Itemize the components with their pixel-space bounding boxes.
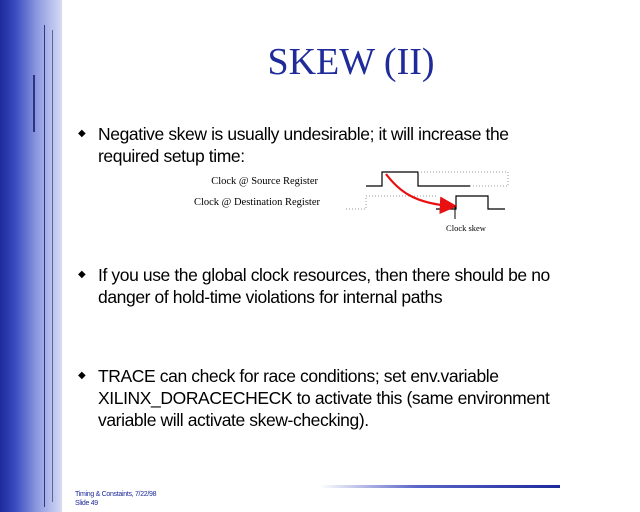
destination-clock-waveform xyxy=(436,196,505,209)
diamond-bullet-icon: ◆ xyxy=(78,269,86,280)
source-clock-dotted xyxy=(418,172,508,186)
bullet-item xyxy=(78,264,568,308)
footer-course-label: Timing & Constaints, 7/22/98 xyxy=(75,491,157,498)
source-clock-label: Clock @ Source Register xyxy=(211,176,318,187)
slide-title: SKEW (II) xyxy=(267,41,435,83)
sidebar-line xyxy=(44,25,45,507)
bullet-text: If you use the global clock resources, then there should be no danger of hold-time violations for internal paths xyxy=(98,265,550,307)
destination-clock-dotted xyxy=(346,196,436,209)
bullet-text: TRACE can check for race conditions; set env.variable XILINX_DORACECHECK to activate this (same environment variable will activate skew-checking). xyxy=(98,366,550,430)
destination-clock-label: Clock @ Destination Register xyxy=(193,197,320,208)
footer-slide-number: Slide 49 xyxy=(75,500,98,507)
bullet-item xyxy=(78,123,568,167)
slide-footer xyxy=(75,490,156,508)
diamond-bullet-icon: ◆ xyxy=(78,128,86,139)
sidebar-line xyxy=(52,30,53,502)
bullet-text: Negative skew is usually undesirable; it will increase the required setup time: xyxy=(98,124,509,166)
clock-skew-label: Clock skew xyxy=(446,223,486,233)
left-decorative-bar xyxy=(0,0,62,512)
source-clock-waveform xyxy=(366,172,470,186)
footer-rule xyxy=(320,485,560,488)
skew-arrow xyxy=(386,174,453,206)
sidebar-line xyxy=(33,75,35,132)
diamond-bullet-icon: ◆ xyxy=(78,370,86,381)
bullet-item xyxy=(78,365,568,431)
